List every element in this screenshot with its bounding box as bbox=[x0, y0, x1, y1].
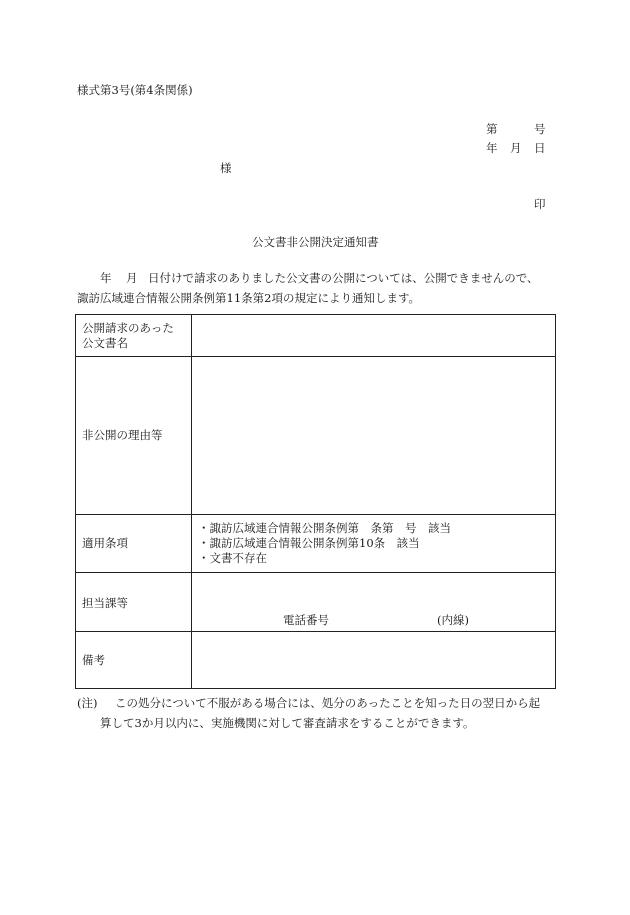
seal-mark: 印 bbox=[534, 197, 546, 211]
row-applicable-clause bbox=[76, 515, 556, 573]
label-department: 担当課等 bbox=[76, 573, 192, 632]
value-remarks[interactable] bbox=[192, 632, 556, 689]
date-day: 日 bbox=[534, 141, 546, 155]
clause-item[interactable]: ・文書不存在 bbox=[198, 551, 267, 565]
date-month: 月 bbox=[510, 141, 522, 155]
row-remarks bbox=[76, 632, 556, 689]
document-title: 公文書非公開決定通知書 bbox=[252, 235, 379, 249]
form-number: 様式第3号(第4条関係) bbox=[77, 83, 193, 97]
doc-number-go: 号 bbox=[534, 122, 546, 136]
extension-label: (内線) bbox=[437, 613, 469, 627]
label-document-name bbox=[76, 315, 192, 357]
body-month: 月 bbox=[126, 271, 138, 285]
body-year: 年 bbox=[100, 271, 112, 285]
notice-table bbox=[75, 314, 556, 689]
label-document-name-line2: 公文書名 bbox=[82, 335, 128, 350]
date-year: 年 bbox=[486, 141, 498, 155]
label-applicable-clause: 適用条項 bbox=[76, 515, 192, 573]
note-line2: 算して3か月以内に、実施機関に対して審査請求をすることができます。 bbox=[100, 716, 475, 730]
doc-number-dai: 第 bbox=[486, 122, 498, 136]
value-reason[interactable] bbox=[192, 357, 556, 515]
label-reason: 非公開の理由等 bbox=[76, 357, 192, 515]
clause-item[interactable]: ・諏訪広域連合情報公開条例第10条 該当 bbox=[198, 536, 420, 550]
label-document-name-line1: 公開請求のあった bbox=[82, 320, 174, 335]
value-applicable-clause bbox=[192, 515, 556, 573]
addressee-suffix: 様 bbox=[220, 161, 232, 175]
row-document-name bbox=[76, 315, 556, 357]
body-line1-rest: 日付けで請求のありました公文書の公開については、公開できませんので、 bbox=[148, 271, 539, 285]
value-department[interactable] bbox=[192, 573, 556, 632]
value-document-name[interactable] bbox=[192, 315, 556, 357]
phone-label: 電話番号 bbox=[283, 613, 329, 627]
label-remarks: 備考 bbox=[76, 632, 192, 689]
body-line2: 諏訪広域連合情報公開条例第11条第2項の規定により通知します。 bbox=[77, 291, 421, 305]
clause-item[interactable]: ・諏訪広域連合情報公開条例第 条第 号 該当 bbox=[198, 521, 451, 535]
note-line1: この処分について不服がある場合には、処分のあったことを知った日の翌日から起 bbox=[115, 696, 541, 710]
note-prefix: (注) bbox=[77, 696, 98, 710]
row-department bbox=[76, 573, 556, 632]
row-reason bbox=[76, 357, 556, 515]
